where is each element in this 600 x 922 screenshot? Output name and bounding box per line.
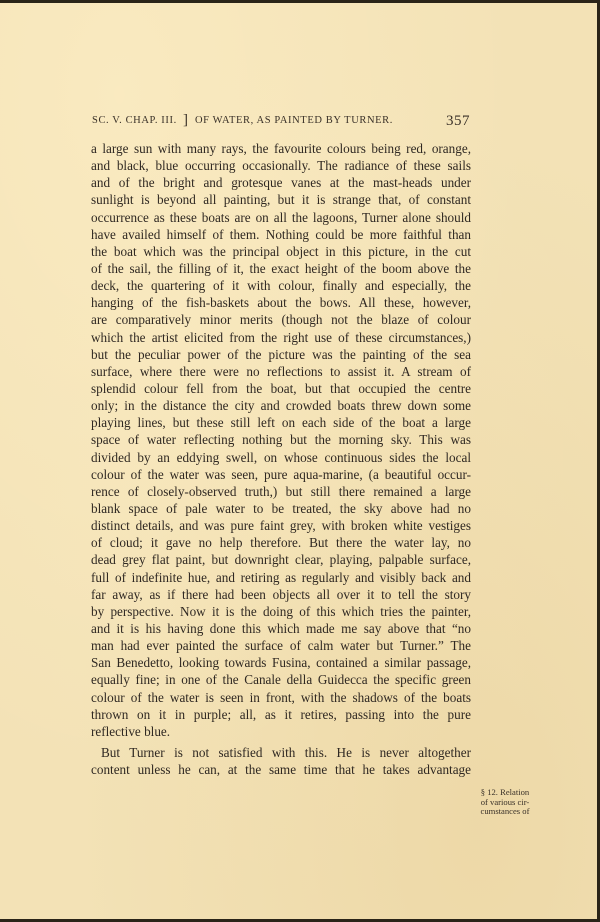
text-line: and it is his having done this which made me say above that “no (91, 620, 471, 636)
text-line: space of water reflecting nothing but the morning sky. This was (91, 432, 471, 448)
text-line: rence of closely-observed truth,) but still there remained a large (91, 483, 471, 499)
text-line: man had ever painted the surface of calm water but Turner.” The (91, 638, 471, 654)
text-line: content unless he can, at the same time that he takes advantage (91, 762, 471, 778)
text-line: the boat which was the principal object in this picture, in the cut (91, 243, 471, 259)
text-line: surface, where there were no reflections to assist it. A stream of (91, 363, 471, 379)
text-line: far away, as if there had been objects all over it to tell the story (91, 586, 471, 602)
text-line: but the peculiar power of the picture was the painting of the sea (91, 346, 471, 362)
text-line: and black, blue occurring occasionally. The radiance of these sails (91, 158, 471, 174)
sidenote-line: § 12. Relation (480, 787, 530, 797)
paragraph-2 (91, 744, 471, 778)
text-line: are comparatively minor merits (though not the blaze of colour (91, 312, 471, 328)
text-line: playing lines, but these still left on each side of the boat a large (91, 415, 471, 431)
text-line: sunlight is beyond all painting, but it is strange that, of constant (91, 192, 471, 208)
text-line: equally fine; in one of the Canale della Guidecca the specific green (91, 672, 471, 688)
text-line: colour of the water was seen, pure aqua-marine, (a beautiful occur- (91, 466, 471, 482)
text-line: by perspective. Now it is the doing of this which tries the painter, (91, 603, 471, 619)
text-line: deck, the quartering of it with colour, finally and especially, the (91, 278, 471, 294)
text-line: But Turner is not satisfied with this. He is never altogether (101, 744, 471, 760)
running-head-bracket: ] (183, 112, 189, 128)
text-line: of the sail, the filling of it, the exact height of the boom above the (91, 260, 471, 276)
text-line: colour of the water is seen in front, with the shadows of the boats (91, 689, 471, 705)
paragraph-1 (91, 140, 471, 740)
running-head-section: SC. V. CHAP. III. (92, 115, 177, 126)
text-line: hanging of the fish-baskets about the bows. All these, however, (91, 295, 471, 311)
text-line: of cloud; it gave no help therefore. But there the water lay, no (91, 535, 471, 551)
marginal-sidenote (473, 788, 537, 817)
book-page (0, 3, 597, 919)
text-line: a large sun with many rays, the favourite colours being red, orange, (91, 141, 471, 156)
text-line: which the artist elicited from the right use of these circumstances,) (91, 329, 471, 345)
running-head-title: OF WATER, AS PAINTED BY TURNER. (195, 115, 394, 126)
page-number: 357 (446, 113, 470, 129)
text-line: divided by an eddying swell, on whose continuous sides the local (91, 449, 471, 465)
body-text (91, 140, 471, 778)
text-line: thrown on it in purple; all, as it retires, passing into the pure (91, 706, 471, 722)
text-line: distinct details, and was pure faint grey, with broken white vestiges (91, 518, 471, 534)
text-line: occurrence as these boats are on all the lagoons, Turner alone should (91, 209, 471, 225)
text-line: only; in the distance the city and crowded boats threw down some (91, 398, 471, 414)
text-line: blank space of pale water to be treated, the sky above had no (91, 500, 471, 516)
text-line: and of the bright and grotesque vanes at the mast-heads under (91, 175, 471, 191)
text-line: full of indefinite hue, and retiring as regularly and visibly back and (91, 569, 471, 585)
sidenote-line: of various cir- (480, 796, 530, 807)
text-line: reflective blue. (91, 723, 171, 739)
text-line: San Benedetto, looking towards Fusina, contained a similar passage, (91, 655, 471, 671)
sidenote-line: cumstances of (480, 806, 530, 816)
text-line: splendid colour fell from the boat, but that occupied the centre (91, 380, 471, 396)
text-line: dead grey flat paint, but downright clear, playing, palpable surface, (91, 552, 471, 568)
text-line: have availed himself of them. Nothing could be more faithful than (91, 226, 471, 242)
